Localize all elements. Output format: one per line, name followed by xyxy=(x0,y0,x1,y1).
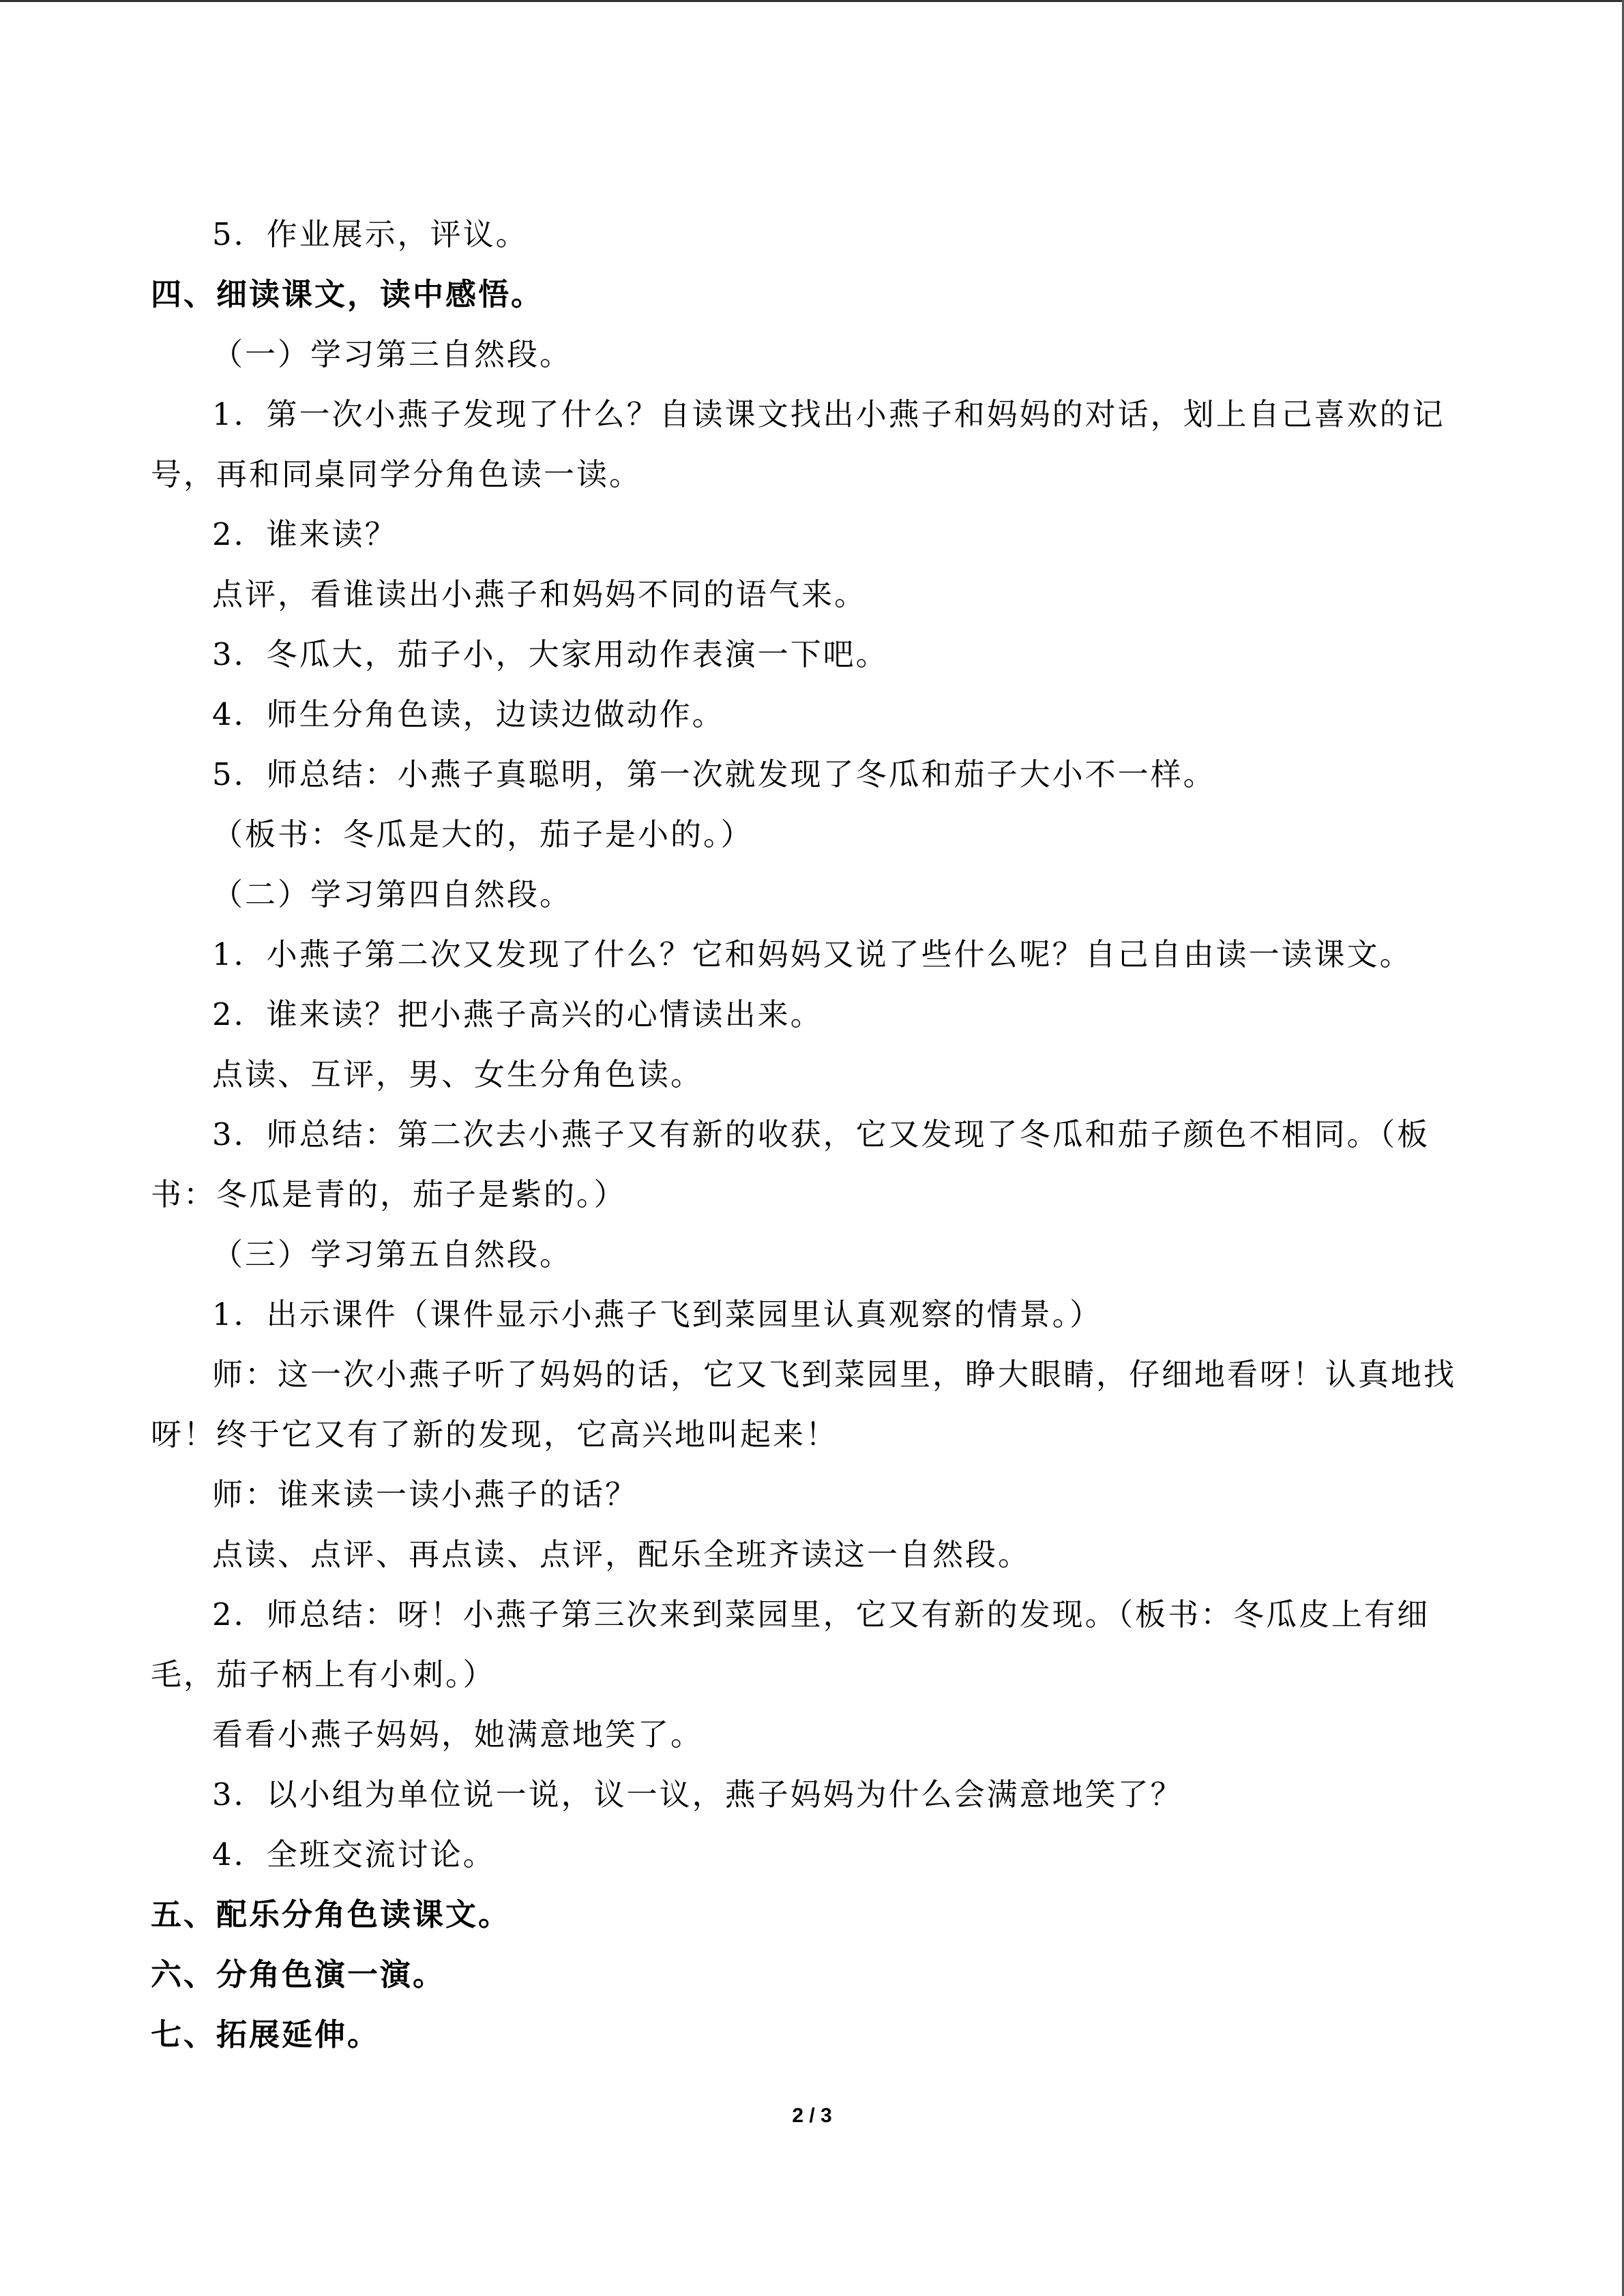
text-line: 看看小燕子妈妈，她满意地笑了。 xyxy=(212,1716,704,1753)
paragraph xyxy=(151,925,1488,985)
text-line: 2．师总结：呀！小燕子第三次来到菜园里，它又有新的发现。（板书：冬瓜皮上有细 xyxy=(212,1596,1430,1632)
paragraph xyxy=(151,205,1488,265)
text-line: 1．小燕子第二次又发现了什么？它和妈妈又说了些什么呢？自己自由读一读课文。 xyxy=(212,936,1413,972)
subsection-title xyxy=(151,865,1488,925)
heading-text: 五、配乐分角色读课文。 xyxy=(151,1896,512,1933)
text-line: 1．第一次小燕子发现了什么？自读课文找出小燕子和妈妈的对话，划上自己喜欢的记 xyxy=(212,396,1445,432)
paragraph xyxy=(151,1765,1488,1825)
paragraph xyxy=(151,1825,1488,1885)
text-line: 师：谁来读一读小燕子的话？ xyxy=(212,1476,638,1512)
text-line: 3．师总结：第二次去小燕子又有新的收获，它又发现了冬瓜和茄子颜色不相同。（板 xyxy=(212,1116,1430,1152)
section-heading xyxy=(151,1885,1488,1945)
paragraph xyxy=(151,625,1488,685)
paragraph xyxy=(151,1465,1488,1525)
document-body xyxy=(151,205,1488,2065)
paragraph xyxy=(151,1285,1488,1345)
text-line-continued: 呀！终于它又有了新的发现，它高兴地叫起来！ xyxy=(151,1416,839,1452)
text-line: （板书：冬瓜是大的，茄子是小的。） xyxy=(212,816,754,852)
paragraph xyxy=(151,985,1488,1045)
paragraph xyxy=(151,565,1488,625)
section-heading xyxy=(151,2005,1488,2065)
paragraph xyxy=(151,1345,1488,1465)
paragraph xyxy=(151,1045,1488,1105)
paragraph xyxy=(151,1585,1488,1705)
text-line: 师：这一次小燕子听了妈妈的话，它又飞到菜园里，睁大眼睛，仔细地看呀！认真地找 xyxy=(212,1356,1457,1392)
section-heading xyxy=(151,1945,1488,2005)
text-line: （一）学习第三自然段。 xyxy=(212,336,573,372)
text-line: （三）学习第五自然段。 xyxy=(212,1236,573,1272)
text-line: 3．冬瓜大，茄子小，大家用动作表演一下吧。 xyxy=(212,636,889,672)
text-line-continued: 号，再和同桌同学分角色读一读。 xyxy=(151,456,643,492)
paragraph xyxy=(151,1105,1488,1225)
heading-text: 七、拓展延伸。 xyxy=(151,2016,381,2053)
text-line: 5．作业展示，评议。 xyxy=(212,216,529,252)
text-line: 点评，看谁读出小燕子和妈妈不同的语气来。 xyxy=(212,576,868,612)
text-line: 点读、互评，男、女生分角色读。 xyxy=(212,1056,704,1092)
paragraph xyxy=(151,385,1488,505)
paragraph xyxy=(151,505,1488,565)
paragraph xyxy=(151,1525,1488,1585)
paragraph xyxy=(151,745,1488,805)
text-line-continued: 毛，茄子柄上有小刺。） xyxy=(151,1656,496,1693)
text-line: 3．以小组为单位说一说，议一议，燕子妈妈为什么会满意地笑了？ xyxy=(212,1776,1183,1813)
text-line: 点读、点评、再点读、点评，配乐全班齐读这一自然段。 xyxy=(212,1536,1031,1572)
text-line: （二）学习第四自然段。 xyxy=(212,876,573,912)
text-line: 4．全班交流讨论。 xyxy=(212,1836,496,1873)
text-line-continued: 书：冬瓜是青的，茄子是紫的。） xyxy=(151,1176,627,1212)
text-line: 2．谁来读？ xyxy=(212,516,398,552)
board-note xyxy=(151,805,1488,865)
text-line: 4．师生分角色读，边读边做动作。 xyxy=(212,696,725,732)
heading-text: 六、分角色演一演。 xyxy=(151,1956,446,1993)
paragraph xyxy=(151,685,1488,745)
page-top-border xyxy=(0,0,1624,2)
heading-text: 四、细读课文，读中感悟。 xyxy=(151,276,544,312)
subsection-title xyxy=(151,325,1488,385)
page-number: 2 / 3 xyxy=(792,2104,832,2127)
section-heading xyxy=(151,265,1488,325)
text-line: 5．师总结：小燕子真聪明，第一次就发现了冬瓜和茄子大小不一样。 xyxy=(212,756,1216,792)
text-line: 1．出示课件（课件显示小燕子飞到菜园里认真观察的情景。） xyxy=(212,1296,1103,1332)
paragraph xyxy=(151,1705,1488,1765)
text-line: 2．谁来读？把小燕子高兴的心情读出来。 xyxy=(212,996,823,1032)
subsection-title xyxy=(151,1225,1488,1285)
